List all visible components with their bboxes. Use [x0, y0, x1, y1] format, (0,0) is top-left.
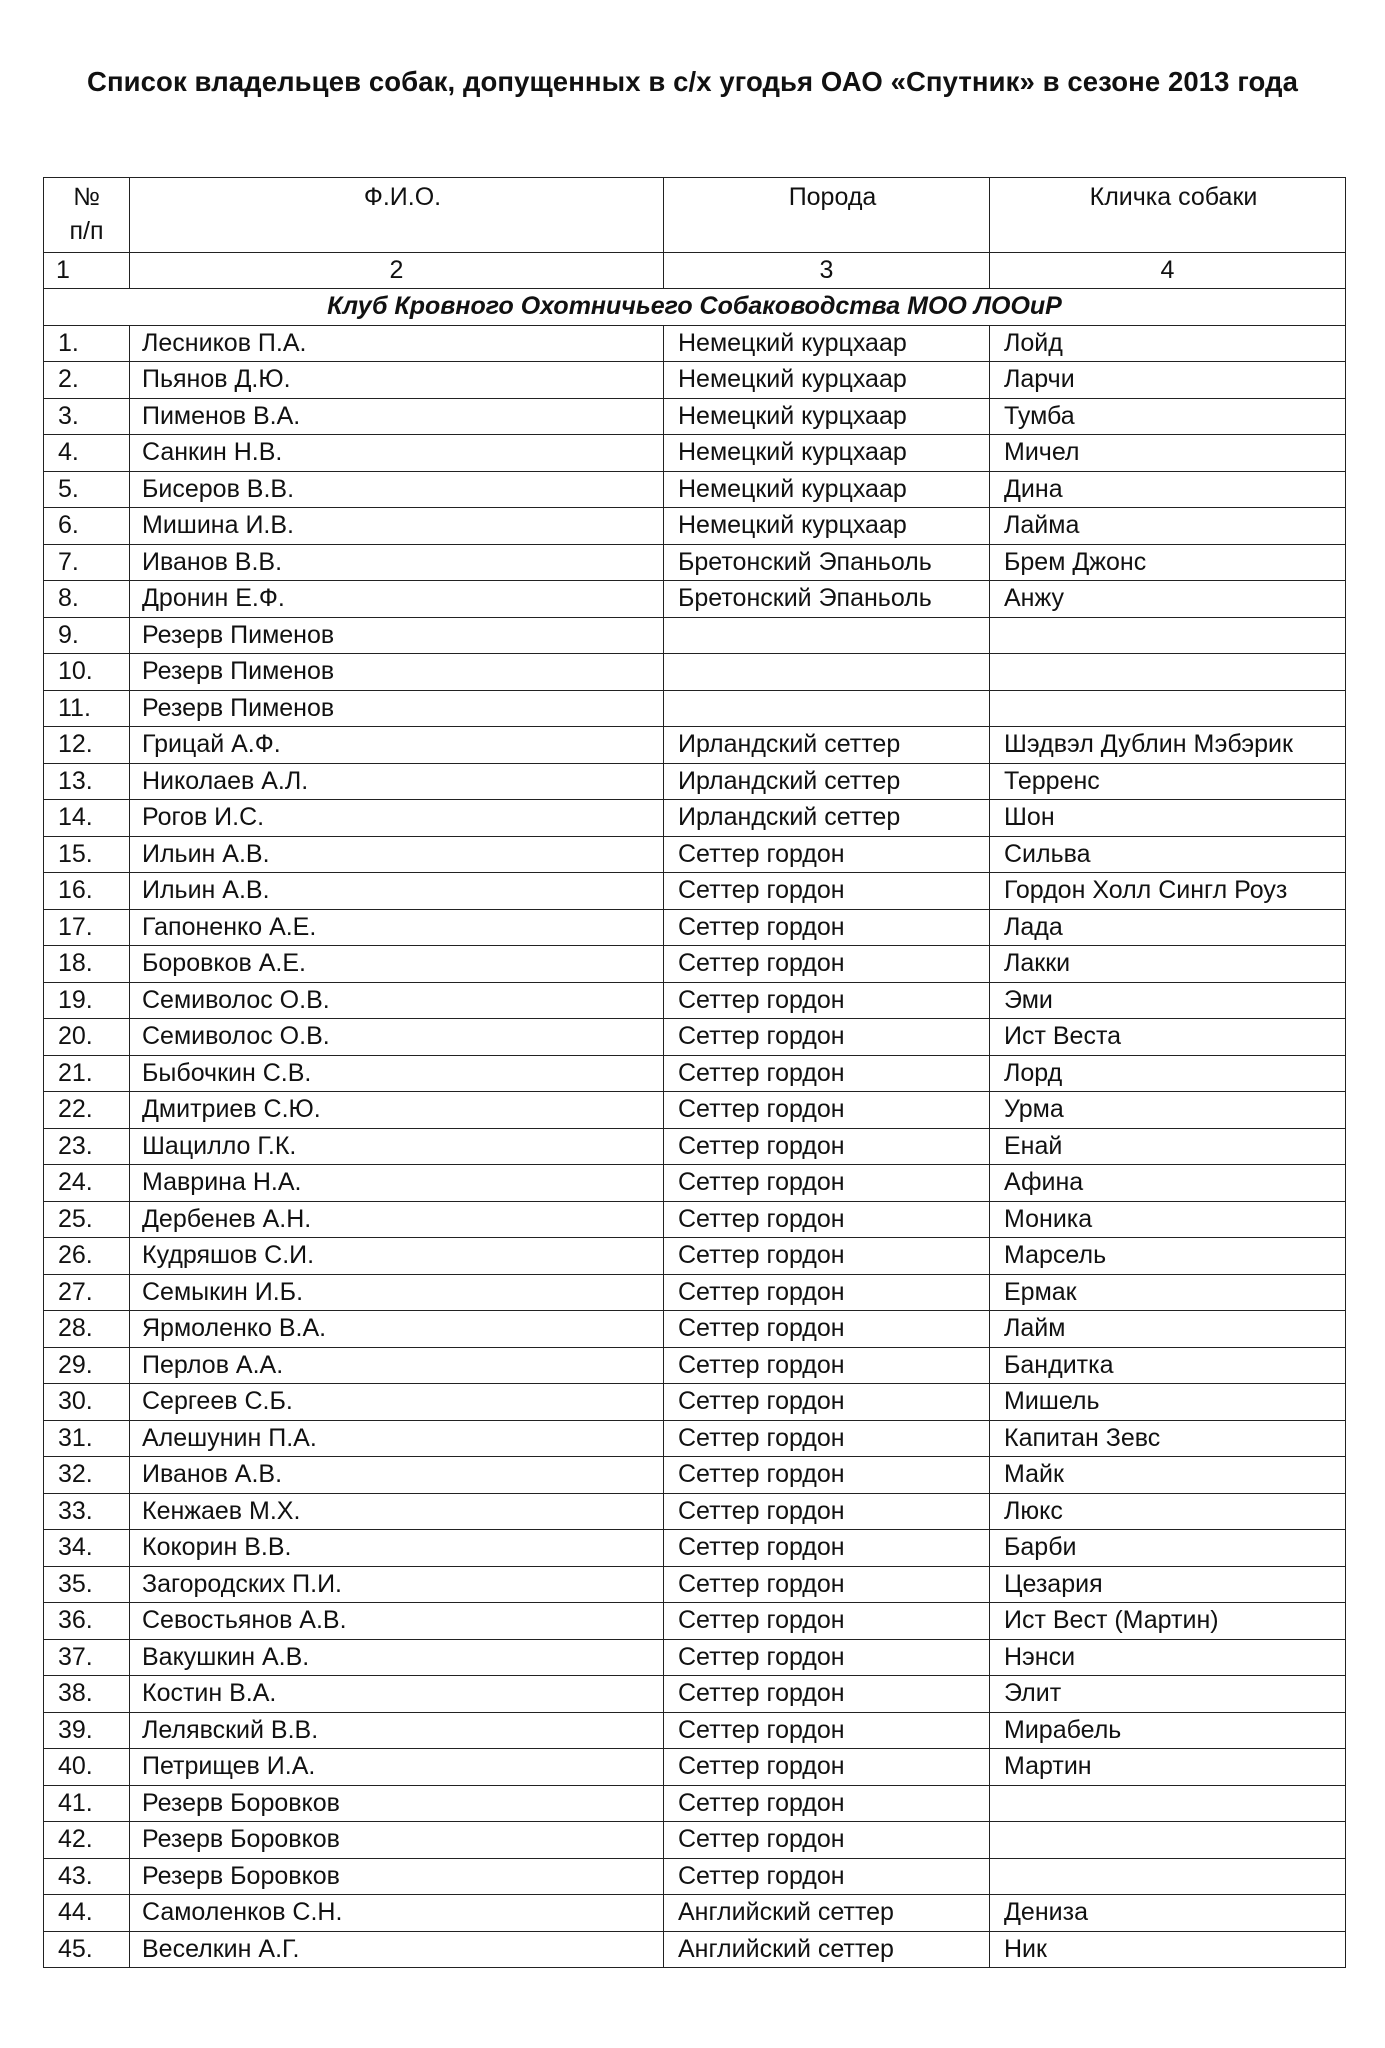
table-row	[44, 1055, 1346, 1092]
row-number: 41.	[44, 1785, 130, 1822]
dog-breed: Сеттер гордон	[664, 1128, 990, 1165]
row-number: 30.	[44, 1384, 130, 1421]
dog-breed: Сеттер гордон	[664, 1566, 990, 1603]
dog-name: Тумба	[990, 398, 1346, 435]
row-number: 38.	[44, 1676, 130, 1713]
dog-breed: Сеттер гордон	[664, 1639, 990, 1676]
owner-name: Дронин Е.Ф.	[130, 581, 664, 618]
row-number: 35.	[44, 1566, 130, 1603]
dog-name: Терренс	[990, 763, 1346, 800]
header-number-line2: п/п	[69, 217, 104, 245]
dog-name: Лойд	[990, 325, 1346, 362]
row-number: 34.	[44, 1530, 130, 1567]
dog-breed: Сеттер гордон	[664, 1092, 990, 1129]
dog-name	[990, 1858, 1346, 1895]
owner-name: Пьянов Д.Ю.	[130, 362, 664, 399]
dog-breed: Бретонский Эпаньоль	[664, 544, 990, 581]
dog-name: Ник	[990, 1931, 1346, 1968]
table-row	[44, 1019, 1346, 1056]
table-row	[44, 1603, 1346, 1640]
row-number: 10.	[44, 654, 130, 691]
dog-breed: Сеттер гордон	[664, 1274, 990, 1311]
table-row	[44, 1785, 1346, 1822]
row-number: 42.	[44, 1822, 130, 1859]
owner-name: Мишина И.В.	[130, 508, 664, 545]
dog-name: Мартин	[990, 1749, 1346, 1786]
dog-name: Сильва	[990, 836, 1346, 873]
row-number: 29.	[44, 1347, 130, 1384]
dog-breed: Сеттер гордон	[664, 1019, 990, 1056]
row-number: 6.	[44, 508, 130, 545]
table-row	[44, 727, 1346, 764]
owner-name: Сергеев С.Б.	[130, 1384, 664, 1421]
owner-name: Санкин Н.В.	[130, 435, 664, 472]
table-row	[44, 1457, 1346, 1494]
row-number: 32.	[44, 1457, 130, 1494]
header-breed: Порода	[664, 178, 990, 253]
dog-name: Лайма	[990, 508, 1346, 545]
dog-name: Бандитка	[990, 1347, 1346, 1384]
owner-name: Вакушкин А.В.	[130, 1639, 664, 1676]
owner-name: Веселкин А.Г.	[130, 1931, 664, 1968]
owner-name: Петрищев И.А.	[130, 1749, 664, 1786]
table-row	[44, 362, 1346, 399]
table-row	[44, 1347, 1346, 1384]
dog-breed	[664, 617, 990, 654]
owner-name: Резерв Боровков	[130, 1858, 664, 1895]
table-row	[44, 325, 1346, 362]
dog-name: Дениза	[990, 1895, 1346, 1932]
table-row	[44, 581, 1346, 618]
table-row	[44, 873, 1346, 910]
owner-name: Резерв Боровков	[130, 1822, 664, 1859]
row-number: 19.	[44, 982, 130, 1019]
dog-name	[990, 617, 1346, 654]
row-number: 21.	[44, 1055, 130, 1092]
owner-name: Резерв Пименов	[130, 617, 664, 654]
table-row	[44, 1639, 1346, 1676]
dog-breed: Ирландский сеттер	[664, 763, 990, 800]
row-number: 40.	[44, 1749, 130, 1786]
owner-name: Кудряшов С.И.	[130, 1238, 664, 1275]
owner-name: Бисеров В.В.	[130, 471, 664, 508]
table-row	[44, 982, 1346, 1019]
dog-name: Майк	[990, 1457, 1346, 1494]
row-number: 4.	[44, 435, 130, 472]
dog-name	[990, 654, 1346, 691]
table-row	[44, 1311, 1346, 1348]
owner-name: Ярмоленко В.А.	[130, 1311, 664, 1348]
dog-breed: Сеттер гордон	[664, 1785, 990, 1822]
dog-name: Барби	[990, 1530, 1346, 1567]
dog-name: Лорд	[990, 1055, 1346, 1092]
table-row	[44, 1712, 1346, 1749]
owner-name: Резерв Боровков	[130, 1785, 664, 1822]
dog-name	[990, 1822, 1346, 1859]
owner-name: Боровков А.Е.	[130, 946, 664, 983]
header-fio: Ф.И.О.	[130, 178, 664, 253]
dog-breed: Немецкий курцхаар	[664, 508, 990, 545]
table-row	[44, 1420, 1346, 1457]
owner-name: Грицай А.Ф.	[130, 727, 664, 764]
dog-breed: Сеттер гордон	[664, 1311, 990, 1348]
dog-name: Капитан Зевс	[990, 1420, 1346, 1457]
row-number: 28.	[44, 1311, 130, 1348]
table-row	[44, 617, 1346, 654]
row-number: 25.	[44, 1201, 130, 1238]
owner-name: Дмитриев С.Ю.	[130, 1092, 664, 1129]
row-number: 22.	[44, 1092, 130, 1129]
owner-name: Маврина Н.А.	[130, 1165, 664, 1202]
row-number: 27.	[44, 1274, 130, 1311]
column-index-2: 2	[130, 253, 664, 289]
dog-breed: Сеттер гордон	[664, 1055, 990, 1092]
dog-name: Афина	[990, 1165, 1346, 1202]
dog-breed: Английский сеттер	[664, 1931, 990, 1968]
table-row	[44, 1493, 1346, 1530]
owner-name: Семыкин И.Б.	[130, 1274, 664, 1311]
dog-name	[990, 690, 1346, 727]
owner-name: Лесников П.А.	[130, 325, 664, 362]
dog-breed: Сеттер гордон	[664, 873, 990, 910]
owner-name: Семиволос О.В.	[130, 982, 664, 1019]
table-row	[44, 1749, 1346, 1786]
table-row	[44, 690, 1346, 727]
dog-breed: Сеттер гордон	[664, 1201, 990, 1238]
dog-name: Мишель	[990, 1384, 1346, 1421]
dog-name: Гордон Холл Сингл Роуз	[990, 873, 1346, 910]
dog-name	[990, 1785, 1346, 1822]
column-index-3: 3	[664, 253, 990, 289]
row-number: 18.	[44, 946, 130, 983]
dog-name: Урма	[990, 1092, 1346, 1129]
column-index-row	[44, 253, 1346, 289]
table-row	[44, 544, 1346, 581]
dog-breed: Сеттер гордон	[664, 1822, 990, 1859]
dog-breed: Сеттер гордон	[664, 1457, 990, 1494]
dog-name: Лада	[990, 909, 1346, 946]
dog-name: Ларчи	[990, 362, 1346, 399]
dog-breed: Сеттер гордон	[664, 1676, 990, 1713]
header-number-line1: №	[73, 183, 100, 211]
owner-name: Быбочкин С.В.	[130, 1055, 664, 1092]
dog-breed: Сеттер гордон	[664, 1858, 990, 1895]
row-number: 15.	[44, 836, 130, 873]
table-row	[44, 1384, 1346, 1421]
table-row	[44, 471, 1346, 508]
row-number: 1.	[44, 325, 130, 362]
table-row	[44, 398, 1346, 435]
table-row	[44, 1530, 1346, 1567]
dog-name: Шэдвэл Дублин Мэбэрик	[990, 727, 1346, 764]
header-row	[44, 178, 1346, 253]
owner-name: Рогов И.С.	[130, 800, 664, 837]
dog-name: Анжу	[990, 581, 1346, 618]
row-number: 31.	[44, 1420, 130, 1457]
dog-breed: Сеттер гордон	[664, 909, 990, 946]
row-number: 23.	[44, 1128, 130, 1165]
owner-name: Резерв Пименов	[130, 690, 664, 727]
table-row	[44, 909, 1346, 946]
row-number: 36.	[44, 1603, 130, 1640]
dog-name: Моника	[990, 1201, 1346, 1238]
dog-breed: Сеттер гордон	[664, 1347, 990, 1384]
owner-name: Ильин А.В.	[130, 873, 664, 910]
owner-name: Алешунин П.А.	[130, 1420, 664, 1457]
dog-breed: Сеттер гордон	[664, 1603, 990, 1640]
owner-name: Шацилло Г.К.	[130, 1128, 664, 1165]
dog-breed: Немецкий курцхаар	[664, 362, 990, 399]
owner-name: Иванов А.В.	[130, 1457, 664, 1494]
row-number: 20.	[44, 1019, 130, 1056]
row-number: 33.	[44, 1493, 130, 1530]
dog-breed: Сеттер гордон	[664, 1493, 990, 1530]
dog-name: Эми	[990, 982, 1346, 1019]
table-row	[44, 946, 1346, 983]
owner-name: Самоленков С.Н.	[130, 1895, 664, 1932]
row-number: 17.	[44, 909, 130, 946]
owners-table	[43, 177, 1346, 1968]
dog-breed: Сеттер гордон	[664, 836, 990, 873]
row-number: 43.	[44, 1858, 130, 1895]
dog-breed: Немецкий курцхаар	[664, 325, 990, 362]
dog-name: Енай	[990, 1128, 1346, 1165]
dog-breed: Сеттер гордон	[664, 1749, 990, 1786]
table-row	[44, 1676, 1346, 1713]
dog-breed: Сеттер гордон	[664, 1384, 990, 1421]
owner-name: Гапоненко А.Е.	[130, 909, 664, 946]
row-number: 14.	[44, 800, 130, 837]
dog-breed: Ирландский сеттер	[664, 727, 990, 764]
column-index-4: 4	[990, 253, 1346, 289]
dog-breed: Сеттер гордон	[664, 982, 990, 1019]
table-row	[44, 654, 1346, 691]
header-dog-name: Кличка собаки	[990, 178, 1346, 253]
row-number: 39.	[44, 1712, 130, 1749]
row-number: 24.	[44, 1165, 130, 1202]
dog-breed: Сеттер гордон	[664, 1165, 990, 1202]
section-row	[44, 289, 1346, 326]
dog-name: Мирабель	[990, 1712, 1346, 1749]
table-row	[44, 1931, 1346, 1968]
section-title: Клуб Кровного Охотничьего Собаководства МОО ЛООиР	[44, 289, 1346, 326]
dog-breed: Английский сеттер	[664, 1895, 990, 1932]
owner-name: Кокорин В.В.	[130, 1530, 664, 1567]
dog-name: Цезария	[990, 1566, 1346, 1603]
row-number: 11.	[44, 690, 130, 727]
row-number: 9.	[44, 617, 130, 654]
owner-name: Лелявский В.В.	[130, 1712, 664, 1749]
dog-name: Лакки	[990, 946, 1346, 983]
header-number	[44, 178, 130, 253]
owner-name: Николаев А.Л.	[130, 763, 664, 800]
row-number: 45.	[44, 1931, 130, 1968]
dog-breed	[664, 654, 990, 691]
dog-name: Дина	[990, 471, 1346, 508]
owner-name: Иванов В.В.	[130, 544, 664, 581]
row-number: 2.	[44, 362, 130, 399]
table-row	[44, 763, 1346, 800]
dog-name: Люкс	[990, 1493, 1346, 1530]
dog-name: Нэнси	[990, 1639, 1346, 1676]
column-index-1: 1	[44, 253, 130, 289]
table-row	[44, 1274, 1346, 1311]
dog-breed	[664, 690, 990, 727]
dog-breed: Сеттер гордон	[664, 1238, 990, 1275]
dog-breed: Ирландский сеттер	[664, 800, 990, 837]
table-row	[44, 1201, 1346, 1238]
dog-breed: Немецкий курцхаар	[664, 435, 990, 472]
row-number: 13.	[44, 763, 130, 800]
owner-name: Дербенев А.Н.	[130, 1201, 664, 1238]
dog-name: Ист Веста	[990, 1019, 1346, 1056]
table-row	[44, 1858, 1346, 1895]
dog-breed: Немецкий курцхаар	[664, 398, 990, 435]
table-row	[44, 836, 1346, 873]
dog-name: Лайм	[990, 1311, 1346, 1348]
dog-name: Ист Вест (Мартин)	[990, 1603, 1346, 1640]
dog-breed: Сеттер гордон	[664, 1420, 990, 1457]
dog-name: Элит	[990, 1676, 1346, 1713]
dog-breed: Бретонский Эпаньоль	[664, 581, 990, 618]
table-row	[44, 800, 1346, 837]
owner-name: Загородских П.И.	[130, 1566, 664, 1603]
row-number: 44.	[44, 1895, 130, 1932]
owner-name: Перлов А.А.	[130, 1347, 664, 1384]
table-row	[44, 1895, 1346, 1932]
table-row	[44, 1165, 1346, 1202]
dog-name: Ермак	[990, 1274, 1346, 1311]
owner-name: Семиволос О.В.	[130, 1019, 664, 1056]
row-number: 3.	[44, 398, 130, 435]
row-number: 26.	[44, 1238, 130, 1275]
dog-name: Брем Джонс	[990, 544, 1346, 581]
dog-breed: Сеттер гордон	[664, 1712, 990, 1749]
table-row	[44, 1566, 1346, 1603]
document-title: Список владельцев собак, допущенных в с/х угодья ОАО «Спутник» в сезоне 2013 года	[86, 66, 1298, 97]
row-number: 7.	[44, 544, 130, 581]
table-row	[44, 1238, 1346, 1275]
owners-table-body	[44, 178, 1346, 1968]
owner-name: Костин В.А.	[130, 1676, 664, 1713]
row-number: 8.	[44, 581, 130, 618]
dog-name: Шон	[990, 800, 1346, 837]
row-number: 37.	[44, 1639, 130, 1676]
table-row	[44, 435, 1346, 472]
dog-breed: Сеттер гордон	[664, 1530, 990, 1567]
table-row	[44, 508, 1346, 545]
owner-name: Пименов В.А.	[130, 398, 664, 435]
dog-name: Мичел	[990, 435, 1346, 472]
table-row	[44, 1128, 1346, 1165]
owner-name: Резерв Пименов	[130, 654, 664, 691]
table-row	[44, 1822, 1346, 1859]
dog-breed: Немецкий курцхаар	[664, 471, 990, 508]
row-number: 5.	[44, 471, 130, 508]
table-row	[44, 1092, 1346, 1129]
row-number: 16.	[44, 873, 130, 910]
owner-name: Кенжаев М.Х.	[130, 1493, 664, 1530]
row-number: 12.	[44, 727, 130, 764]
dog-breed: Сеттер гордон	[664, 946, 990, 983]
dog-name: Марсель	[990, 1238, 1346, 1275]
owner-name: Севостьянов А.В.	[130, 1603, 664, 1640]
owner-name: Ильин А.В.	[130, 836, 664, 873]
